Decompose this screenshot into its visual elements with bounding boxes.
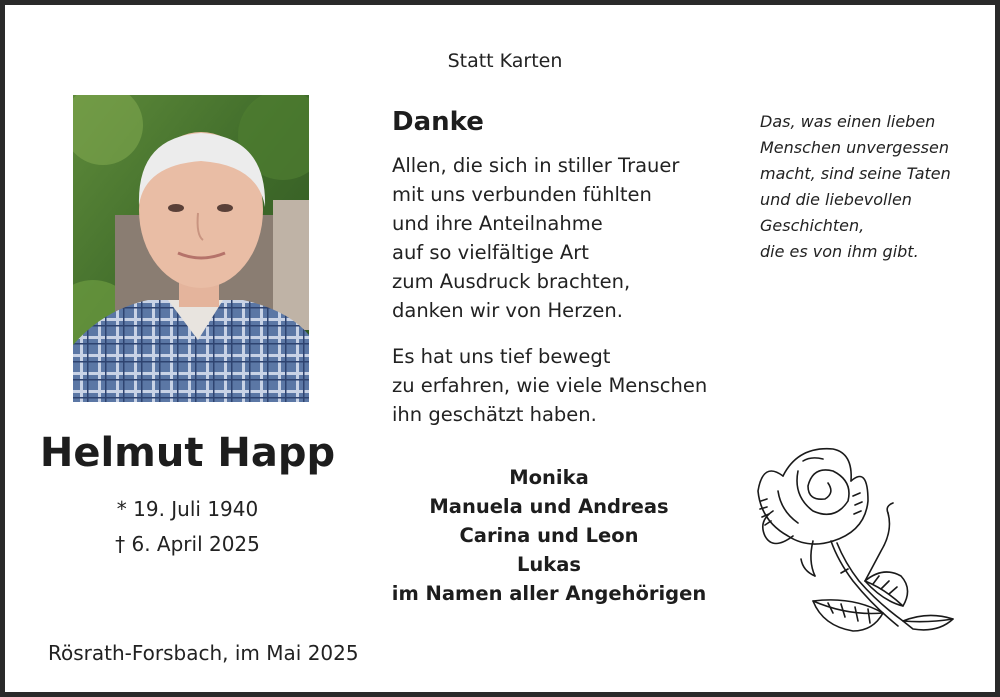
memorial-quote <box>760 109 980 265</box>
text-line: auf so vielfältige Art <box>392 241 589 264</box>
quote-line: Geschichten, <box>760 216 865 235</box>
text-line: danken wir von Herzen. <box>392 299 623 322</box>
text-line: Es hat uns tief bewegt <box>392 345 611 368</box>
text-line: ihn geschätzt haben. <box>392 403 597 426</box>
signers-list <box>349 463 749 608</box>
quote-line: Das, was einen lieben <box>760 112 936 131</box>
deceased-name: Helmut Happ <box>39 430 336 476</box>
thanks-paragraph-2 <box>392 342 722 429</box>
quote-line: und die liebevollen <box>760 190 912 209</box>
text-line: zum Ausdruck brachten, <box>392 270 631 293</box>
portrait-photo <box>73 95 309 402</box>
rose-drawing-icon <box>753 441 965 641</box>
signer: Manuela und Andreas <box>429 495 669 518</box>
text-line: mit uns verbunden fühlten <box>392 183 652 206</box>
text-line: zu erfahren, wie viele Menschen <box>392 374 708 397</box>
thanks-paragraph-1 <box>392 151 722 325</box>
signer: Monika <box>509 466 589 489</box>
quote-line: Menschen unvergessen <box>760 138 949 157</box>
quote-line: die es von ihm gibt. <box>760 242 919 261</box>
signer: Carina und Leon <box>459 524 639 547</box>
place-and-date: Rösrath-Forsbach, im Mai 2025 <box>48 641 359 665</box>
text-line: Allen, die sich in stiller Trauer <box>392 154 680 177</box>
signer: Lukas <box>516 553 582 576</box>
birth-date: * 19. Juli 1940 <box>116 497 259 521</box>
header-title: Statt Karten <box>447 50 563 72</box>
text-line: und ihre Anteilnahme <box>392 212 603 235</box>
signer: im Namen aller Angehörigen <box>391 582 707 605</box>
thanks-section <box>392 107 722 429</box>
thanks-heading: Danke <box>392 107 484 137</box>
death-date: † 6. April 2025 <box>115 532 260 556</box>
quote-line: macht, sind seine Taten <box>760 164 951 183</box>
